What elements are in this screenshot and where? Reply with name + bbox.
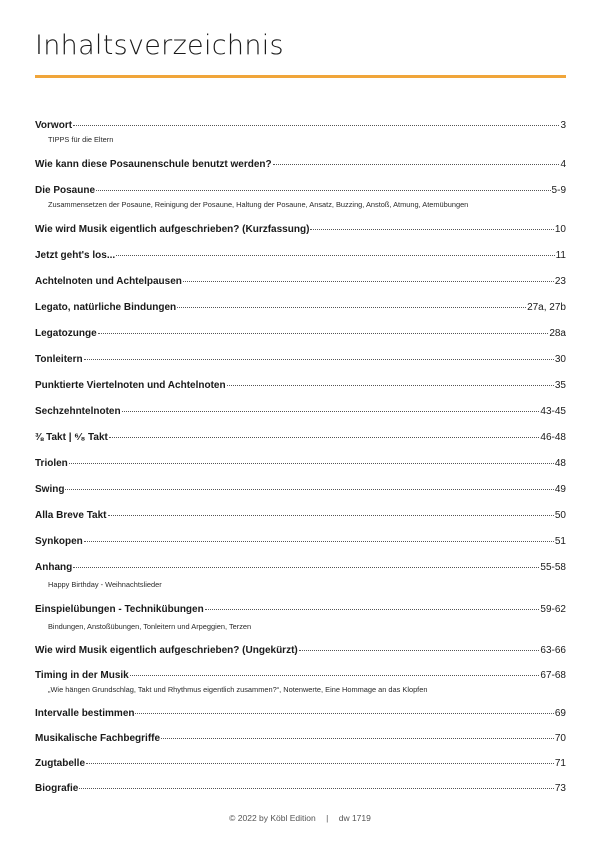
page-footer	[0, 813, 600, 823]
footer-code: dw 1719	[338, 813, 371, 823]
toc-row	[35, 185, 566, 196]
toc-entry-title: Tonleitern	[35, 354, 83, 365]
toc-entry-title: Einspielübungen - Technikübungen	[35, 604, 204, 615]
toc-entry[interactable]	[35, 484, 566, 495]
toc-entry-page: 5-9	[551, 185, 566, 196]
toc-entry-title: Anhang	[35, 562, 73, 573]
page-title: Inhaltsverzeichnis	[35, 30, 284, 61]
toc-entry-page: 69	[554, 708, 566, 719]
toc-entry-title: Wie wird Musik eigentlich aufgeschrieben? (Ungekürzt)	[35, 645, 298, 656]
toc-entry-page: 27a, 27b	[527, 302, 566, 313]
title-underline	[35, 75, 566, 78]
toc-entry-title: Wie wird Musik eigentlich aufgeschrieben? (Kurzfassung)	[35, 224, 310, 235]
toc-row	[35, 708, 566, 719]
toc-entry-page: 67-68	[540, 670, 566, 681]
toc-entry[interactable]	[35, 645, 566, 656]
toc-entry-page: 59-62	[540, 604, 566, 615]
toc-entry[interactable]	[35, 733, 566, 744]
dot-leader	[205, 609, 540, 610]
toc-entry[interactable]	[35, 562, 566, 589]
toc-row	[35, 159, 566, 170]
toc-row	[35, 120, 566, 131]
toc-entry[interactable]	[35, 758, 566, 769]
toc-entry-title: Intervalle bestimmen	[35, 708, 135, 719]
toc-row	[35, 604, 566, 615]
dot-leader	[299, 650, 540, 651]
toc-entry[interactable]	[35, 510, 566, 521]
dot-leader	[135, 713, 553, 714]
dot-leader	[177, 307, 526, 308]
toc-entry-page: 63-66	[540, 645, 566, 656]
dot-leader	[183, 281, 554, 282]
dot-leader	[79, 788, 554, 789]
toc-entry-title: Biografie	[35, 783, 79, 794]
toc-row	[35, 670, 566, 681]
toc-entry-title: Legatozunge	[35, 328, 97, 339]
toc-entry-page: 73	[554, 783, 566, 794]
toc-row	[35, 432, 566, 443]
toc-entry-title: ⅜ Takt | ⁶⁄₈ Takt	[35, 432, 108, 443]
toc-entry[interactable]	[35, 708, 566, 719]
toc-entry-page: 43-45	[540, 406, 566, 417]
toc-entry[interactable]	[35, 432, 566, 443]
toc-entry-page: 28a	[549, 328, 566, 339]
toc-entry[interactable]	[35, 276, 566, 287]
toc-entry-page: 50	[554, 510, 566, 521]
toc-entry-title: Synkopen	[35, 536, 83, 547]
toc-entry-page: 70	[554, 733, 566, 744]
table-of-contents	[35, 120, 566, 794]
dot-leader	[273, 164, 560, 165]
toc-entry[interactable]	[35, 380, 566, 391]
toc-entry[interactable]	[35, 120, 566, 144]
toc-entry-page: 71	[554, 758, 566, 769]
toc-entry-page: 23	[554, 276, 566, 287]
dot-leader	[108, 515, 554, 516]
dot-leader	[109, 437, 540, 438]
dot-leader	[161, 738, 554, 739]
dot-leader	[84, 541, 554, 542]
toc-entry[interactable]	[35, 302, 566, 313]
toc-row	[35, 380, 566, 391]
toc-entry[interactable]	[35, 783, 566, 794]
toc-row	[35, 783, 566, 794]
toc-entry-title: Legato, natürliche Bindungen	[35, 302, 177, 313]
toc-entry-title: Zugtabelle	[35, 758, 86, 769]
toc-row	[35, 458, 566, 469]
toc-entry-title: Alla Breve Takt	[35, 510, 107, 521]
toc-entry-subtopics: Bindungen, Anstoßübungen, Tonleitern und Arpeggien, Terzen	[48, 622, 252, 631]
toc-entry-page: 11	[555, 250, 566, 261]
toc-entry[interactable]	[35, 458, 566, 469]
toc-entry[interactable]	[35, 185, 566, 209]
toc-entry[interactable]	[35, 159, 566, 170]
toc-entry[interactable]	[35, 670, 566, 694]
toc-entry-title: Vorwort	[35, 120, 73, 131]
dot-leader	[122, 411, 540, 412]
toc-entry-page: 46-48	[540, 432, 566, 443]
toc-entry-page: 30	[554, 354, 566, 365]
toc-row	[35, 354, 566, 365]
dot-leader	[130, 675, 540, 676]
toc-entry[interactable]	[35, 250, 566, 261]
dot-leader	[84, 359, 554, 360]
toc-entry-title: Timing in der Musik	[35, 670, 129, 681]
dot-leader	[116, 255, 554, 256]
toc-entry-page: 35	[554, 380, 566, 391]
toc-row	[35, 536, 566, 547]
toc-entry[interactable]	[35, 328, 566, 339]
toc-row	[35, 276, 566, 287]
toc-entry-subtopics: Zusammensetzen der Posaune, Reinigung der Posaune, Haltung der Posaune, Ansatz, Buzzing, Anstoß, Atmung, Atemübungen	[48, 200, 469, 209]
toc-row	[35, 510, 566, 521]
toc-entry-title: Achtelnoten und Achtelpausen	[35, 276, 182, 287]
toc-entry-title: Musikalische Fachbegriffe	[35, 733, 161, 744]
dot-leader	[98, 333, 549, 334]
dot-leader	[65, 489, 553, 490]
toc-entry-title: Jetzt geht's los...	[35, 250, 116, 261]
toc-row	[35, 328, 566, 339]
toc-entry[interactable]	[35, 224, 566, 235]
dot-leader	[69, 463, 554, 464]
footer-separator: |	[326, 813, 329, 823]
dot-leader	[96, 190, 551, 191]
toc-row	[35, 302, 566, 313]
toc-entry-page: 51	[554, 536, 566, 547]
toc-row	[35, 562, 566, 573]
toc-entry[interactable]	[35, 604, 566, 631]
toc-entry-title: Swing	[35, 484, 65, 495]
dot-leader	[310, 229, 553, 230]
toc-row	[35, 224, 566, 235]
dot-leader	[73, 125, 559, 126]
footer-copyright: © 2022 by Köbl Edition	[229, 813, 316, 823]
toc-entry-page: 55-58	[540, 562, 566, 573]
toc-entry-page: 4	[560, 159, 566, 170]
dot-leader	[227, 385, 554, 386]
toc-entry-title: Triolen	[35, 458, 68, 469]
toc-row	[35, 733, 566, 744]
toc-entry-subtopics: TIPPS für die Eltern	[48, 135, 114, 144]
toc-row	[35, 484, 566, 495]
toc-entry-page: 10	[554, 224, 566, 235]
toc-entry-subtopics: Happy Birthday - Weihnachtslieder	[48, 580, 162, 589]
toc-entry-page: 48	[554, 458, 566, 469]
toc-entry-title: Sechzehntelnoten	[35, 406, 121, 417]
dot-leader	[73, 567, 539, 568]
toc-entry[interactable]	[35, 406, 566, 417]
toc-entry[interactable]	[35, 354, 566, 365]
toc-entry-page: 3	[560, 120, 566, 131]
toc-entry-subtopics: „Wie hängen Grundschlag, Takt und Rhythmus eigentlich zusammen?“, Notenwerte, Eine Hommage an das Klopfen	[48, 685, 428, 694]
toc-row	[35, 406, 566, 417]
toc-entry-title: Punktierte Viertelnoten und Achtelnoten	[35, 380, 226, 391]
toc-row	[35, 758, 566, 769]
toc-entry-page: 49	[554, 484, 566, 495]
toc-entry-title: Wie kann diese Posaunenschule benutzt werden?	[35, 159, 272, 170]
toc-row	[35, 250, 566, 261]
dot-leader	[86, 763, 554, 764]
toc-row	[35, 645, 566, 656]
toc-entry[interactable]	[35, 536, 566, 547]
toc-entry-title: Die Posaune	[35, 185, 96, 196]
